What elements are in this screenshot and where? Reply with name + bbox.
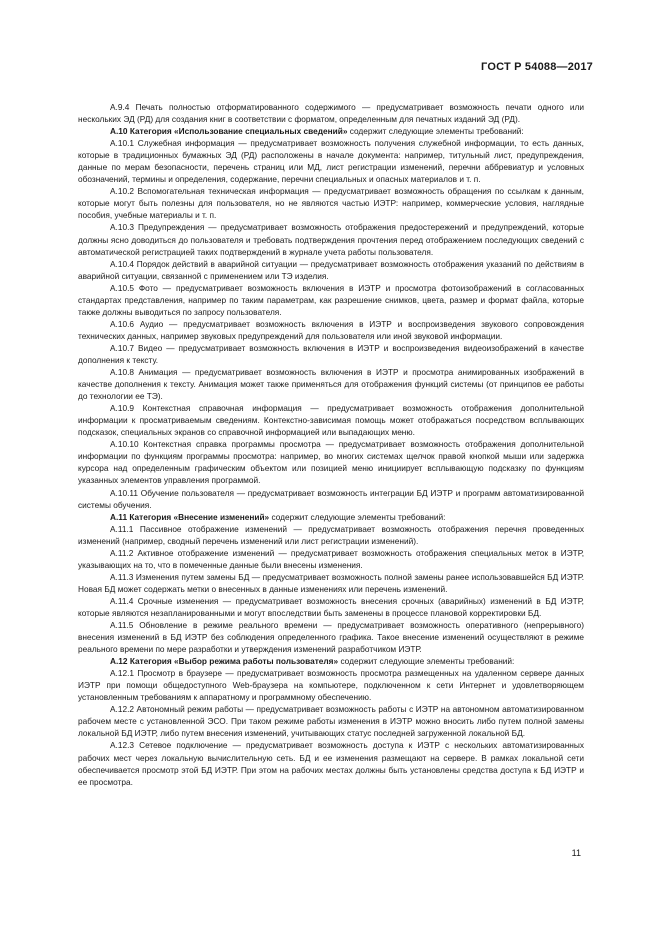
paragraph-text: А.12.1 Просмотр в браузере — предусматривает возможность просмотра размещенных на удаленном сервере данных ИЭТР при помощи общедоступного Web-браузера на компьютере, подключенном к сети Интернет и удовлетворяющем установленным требованиям к аппаратному и программному обеспечению. [78, 668, 584, 703]
paragraph-a10-10 [78, 438, 584, 486]
paragraph-text: А.12.3 Сетевое подключение — предусматривает возможность доступа к ИЭТР с нескольких автоматизированных рабочих мест через локальную вычислительную сеть. БД и ее изменения размещают на сервере. В рамках локальной сети обеспечивается просмотр этой БД ИЭТР. При этом на рабочих местах должны быть установлены средства доступа к БД ИЭТР и ее просмотра. [78, 740, 584, 787]
paragraph-a11-2 [78, 547, 584, 571]
paragraph-a10-9 [78, 402, 584, 438]
paragraph-a10-6 [78, 318, 584, 342]
paragraph-text: А.10.3 Предупреждения — предусматривает возможность отображения предостережений и предупреждений, которые должны ясно доводиться до пользователя и требовать подтверждения прочтения перед отображением последующих сведений с автоматической регистрацией таких подтверждений в журнале учета работы пользователя. [78, 222, 584, 257]
paragraph-text: А.10.2 Вспомогательная техническая информация — предусматривает возможность обращения по ссылкам к данным, которые могут быть полезны для пользователя, но не являются частью ИЭТР: например, коммерческие условия, наглядные пособия, учебные материалы и т. п. [78, 186, 584, 221]
paragraph-a10-2 [78, 185, 584, 221]
paragraph-a10-4 [78, 258, 584, 282]
paragraph-a12-2 [78, 703, 584, 739]
paragraph-a12-3 [78, 739, 584, 787]
paragraph-text: А.9.4 Печать полностью отформатированного содержимого — предусматривает возможность печати одного или нескольких ЭД (РД) для создания книг в соответствии с форматом, определенным для печатных изданий ЭД (РД). [78, 102, 584, 125]
paragraph-a12 [78, 655, 584, 667]
paragraph-a9-4 [78, 101, 584, 125]
paragraph-a10-1 [78, 137, 584, 185]
paragraph-a10 [78, 125, 584, 137]
section-heading: А.11 Категория «Внесение изменений» [110, 511, 270, 522]
paragraph-text: содержит следующие элементы требований: [338, 656, 515, 667]
paragraph-a10-11 [78, 487, 584, 511]
paragraph-text: А.10.1 Служебная информация — предусматривает возможность получения служебной информации, то есть данных, которые в традиционных бумажных ЭД (РД) расположены в начале документа: например, титульный лист, предупреждения, данные по мерам безопасности, перечень страниц или МД, лист регистрации изменений, перечни аббревиатур и условных обозначений, термины и определения, содержание, перечни специальных и опасных материалов и т. п. [78, 138, 584, 185]
paragraph-a12-1 [78, 667, 584, 703]
section-heading: А.10 Категория «Использование специальных сведений» [110, 126, 348, 137]
paragraph-text: А.10.7 Видео — предусматривает возможность включения в ИЭТР и воспроизведения видеоизображений в качестве дополнения к тексту. [78, 342, 584, 365]
paragraph-text: А.11.2 Активное отображение изменений — предусматривает возможность отображения специальных меток в ИЭТР, указывающих на то, что в помеченные данные были внесены изменения. [78, 547, 584, 570]
paragraph-text: А.11.3 Изменения путем замены БД — предусматривает возможность полной замены ранее использовавшейся БД ИЭТР. Новая БД может содержать метки о внесенных в данные изменениях или перечень изменений. [78, 571, 584, 594]
paragraph-a11-3 [78, 571, 584, 595]
section-heading: А.12 Категория «Выбор режима работы пользователя» [110, 656, 339, 667]
paragraph-text: А.11.5 Обновление в режиме реального времени — предусматривает возможность оперативного (непрерывного) внесения изменений в БД ИЭТР без соблюдения определенного графика. Такое внесение изменений осуществляют в режиме реального времени по мере разработки и утверждения изменений разработчиком ИЭТР. [78, 620, 584, 655]
standard-designation: ГОСТ Р 54088—2017 [481, 61, 593, 73]
paragraph-a10-5 [78, 282, 584, 318]
paragraph-a10-8 [78, 366, 584, 402]
paragraph-a11 [78, 511, 584, 523]
paragraph-text: А.10.11 Обучение пользователя — предусматривает возможность интеграции БД ИЭТР и программ автоматизированной системы обучения. [78, 487, 584, 510]
paragraph-a11-4 [78, 595, 584, 619]
paragraph-a11-1 [78, 523, 584, 547]
paragraph-text: содержит следующие элементы требований: [269, 511, 446, 522]
paragraph-text: А.10.10 Контекстная справка программы просмотра — предусматривает возможность отображения дополнительной информации по функциям программы просмотра: например, во многих системах щелчок правой кнопкой мыши или задержка курсора над определенным графическим объектом или позицией меню инициирует всплывающую подсказку по функциям указанных элементов управления программой. [78, 439, 584, 486]
paragraph-a10-7 [78, 342, 584, 366]
paragraph-a11-5 [78, 619, 584, 655]
paragraph-text: А.10.6 Аудио — предусматривает возможность включения в ИЭТР и воспроизведения звукового сопровождения технических данных, например звуковых предупреждений для пользователя или иной звуковой информации. [78, 318, 584, 341]
paragraph-text: А.10.5 Фото — предусматривает возможность включения в ИЭТР и просмотра фотоизображений в согласованных стандартах представления, например по таким параметрам, как разрешение снимков, цвета, размер и формат файла, которые также должны выводиться по запросу пользователя. [78, 282, 584, 317]
paragraph-text: А.12.2 Автономный режим работы — предусматривает возможность работы с ИЭТР на автономном автоматизированном рабочем месте с установленной ЭСО. При таком режиме работы изменения в ИЭТР можно вносить либо путем полной замены локальной БД ИЭТР, либо путем внесения изменений, учитывающих статус последней загруженной локальной БД. [78, 704, 584, 739]
paragraph-text: содержит следующие элементы требований: [347, 126, 524, 137]
paragraph-text: А.10.8 Анимация — предусматривает возможность включения в ИЭТР и просмотра анимированных изображений в качестве дополнения к тексту. Анимация может также применяться для отображения функций системы (от принципов ее работы до технологии ее ТЭ). [78, 367, 584, 402]
paragraph-text: А.11.4 Срочные изменения — предусматривает возможность внесения срочных (аварийных) изменений в БД ИЭТР, которые являются незапланированными и могут впоследствии быть заменены в процессе плановой корректировки БД. [78, 595, 584, 618]
paragraph-text: А.10.9 Контекстная справочная информация — предусматривает возможность отображения дополнительной информации к просматриваемым сведениям. Контекстно-зависимая помощь может отображаться посредством всплывающих подсказок, специальных экранов со справочной информацией или выпадающих меню. [78, 403, 584, 438]
paragraph-text: А.11.1 Пассивное отображение изменений — предусматривает возможность отображения перечня проведенных изменений (например, сводный перечень изменений или лист регистрации изменений). [78, 523, 584, 546]
document-body [78, 101, 584, 788]
paragraph-a10-3 [78, 221, 584, 257]
page-number: 11 [571, 848, 581, 858]
paragraph-text: А.10.4 Порядок действий в аварийной ситуации — предусматривает возможность отображения указаний по действиям в аварийной ситуации, связанной с применением или ТЭ изделия. [78, 258, 584, 281]
